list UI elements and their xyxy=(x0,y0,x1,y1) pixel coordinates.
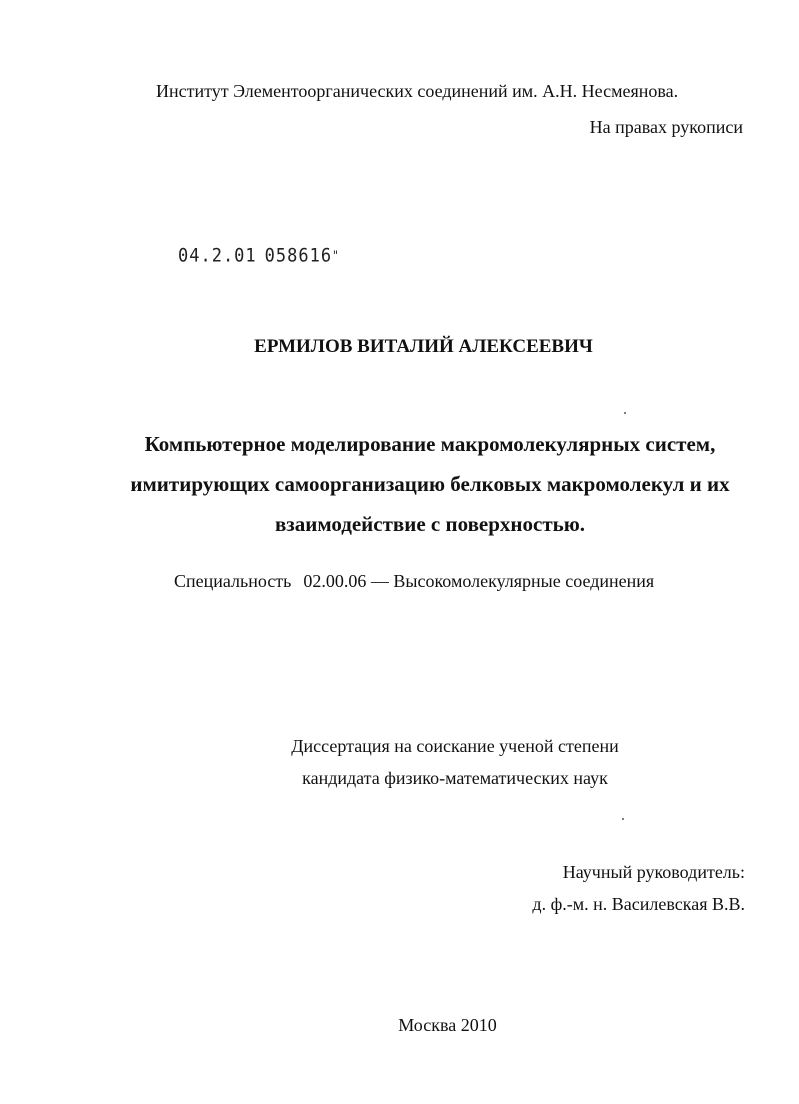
stamp-part-1: 04.2.01 xyxy=(178,245,257,267)
manuscript-rights: На правах рукописи xyxy=(589,117,743,137)
degree-line-2: кандидата физико-математических наук xyxy=(302,768,608,788)
specialty-code: 02.00.06 — Высокомолекулярные соединения xyxy=(303,571,655,591)
stamp-part-2: 058616 xyxy=(264,245,333,267)
institute-name: Институт Элементоорганических соединений им. А.Н. Несмеянова. xyxy=(156,81,679,101)
title-line: Компьютерное моделирование макромолекулярных систем, xyxy=(144,432,716,456)
degree-statement xyxy=(250,730,660,794)
scan-speck xyxy=(624,412,626,414)
title-line: имитирующих самоорганизацию белковых макромолекул и их xyxy=(130,472,730,496)
stamp-mark: " xyxy=(332,248,340,263)
degree-line-1: Диссертация на соискание ученой степени xyxy=(291,736,619,756)
author-name: ЕРМИЛОВ ВИТАЛИЙ АЛЕКСЕЕВИЧ xyxy=(254,336,593,357)
specialty-label: Специальность xyxy=(174,571,292,591)
dissertation-title xyxy=(100,424,760,544)
scan-speck xyxy=(622,818,624,820)
scientific-advisor xyxy=(532,856,745,920)
city-year: Москва 2010 xyxy=(398,1015,497,1035)
registration-stamp xyxy=(178,244,340,268)
title-line: взаимодействие с поверхностью. xyxy=(274,512,586,536)
specialty xyxy=(174,570,654,592)
advisor-label: Научный руководитель: xyxy=(562,862,745,882)
advisor-name: д. ф.-м. н. Василевская В.В. xyxy=(532,894,745,914)
